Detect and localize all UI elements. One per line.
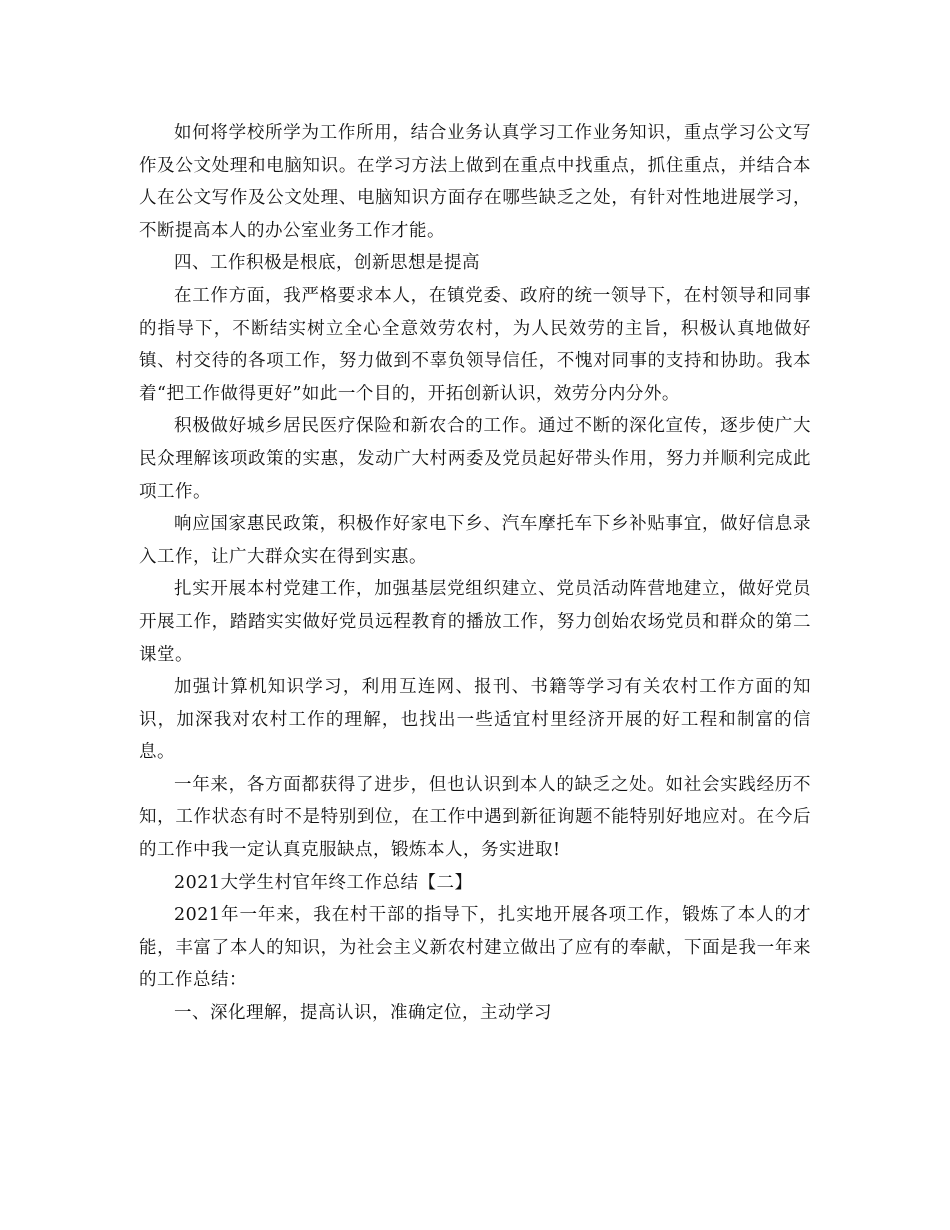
paragraph-medical-insurance: 积极做好城乡居民医疗保险和新农合的工作。通过不断的深化宣传，逐步使广大民众理解该项政策的实惠，发动广大村两委及党员起好带头作用，努力并顺利完成此项工作。 bbox=[139, 416, 811, 502]
document-body bbox=[139, 117, 811, 1030]
paragraph-party-building: 扎实开展本村党建工作，加强基层党组织建立、党员活动阵营地建立，做好党员开展工作，踏踏实实做好党员远程教育的播放工作，努力创始农场党员和群众的第二课堂。 bbox=[139, 579, 811, 665]
paragraph-year-review: 一年来，各方面都获得了进步，但也认识到本人的缺乏之处。如社会实践经历不知，工作状态有时不是特别到位，在工作中遇到新征询题不能特别好地应对。在今后的工作中我一定认真克服缺点，锻炼本人，务实进取! bbox=[139, 774, 811, 861]
section-heading-1: 一、深化理解，提高认识，准确定位，主动学习 bbox=[174, 1003, 552, 1024]
paragraph-intro-2021: 2021年一年来，我在村干部的指导下，扎实地开展各项工作，锻炼了本人的才能，丰富了本人的知识，为社会主义新农村建立做出了应有的奉献，下面是我一年来的工作总结： bbox=[139, 905, 811, 991]
paragraph-work-attitude: 在工作方面，我严格要求本人，在镇党委、政府的统一领导下，在村领导和同事的指导下，不断结实树立全心全意效劳农村，为人民效劳的主旨，积极认真地做好镇、村交待的各项工作，努力做到不辜负领导信任，不愧对同事的支持和协助。我本着“把工作做得更好”如此一个目的，开拓创新认识，效劳分内分外。 bbox=[139, 285, 811, 404]
paragraph-subsidy-policy: 响应国家惠民政策，积极作好家电下乡、汽车摩托车下乡补贴事宜，做好信息录入工作，让广大群众实在得到实惠。 bbox=[139, 514, 811, 567]
article-title-2: 2021大学生村官年终工作总结【二】 bbox=[174, 872, 473, 893]
paragraph-study-method: 如何将学校所学为工作所用，结合业务认真学习工作业务知识，重点学习公文写作及公文处理和电脑知识。在学习方法上做到在重点中找重点，抓住重点，并结合本人在公文写作及公文处理、电脑知识方面存在哪些缺乏之处，有针对性地进展学习，不断提高本人的办公室业务工作才能。 bbox=[139, 123, 811, 241]
paragraph-computer-study: 加强计算机知识学习，利用互连网、报刊、书籍等学习有关农村工作方面的知识，加深我对农村工作的理解，也找出一些适宜村里经济开展的好工程和制富的信息。 bbox=[139, 677, 811, 763]
section-heading-4: 四、工作积极是根底，创新思想是提高 bbox=[174, 253, 480, 274]
